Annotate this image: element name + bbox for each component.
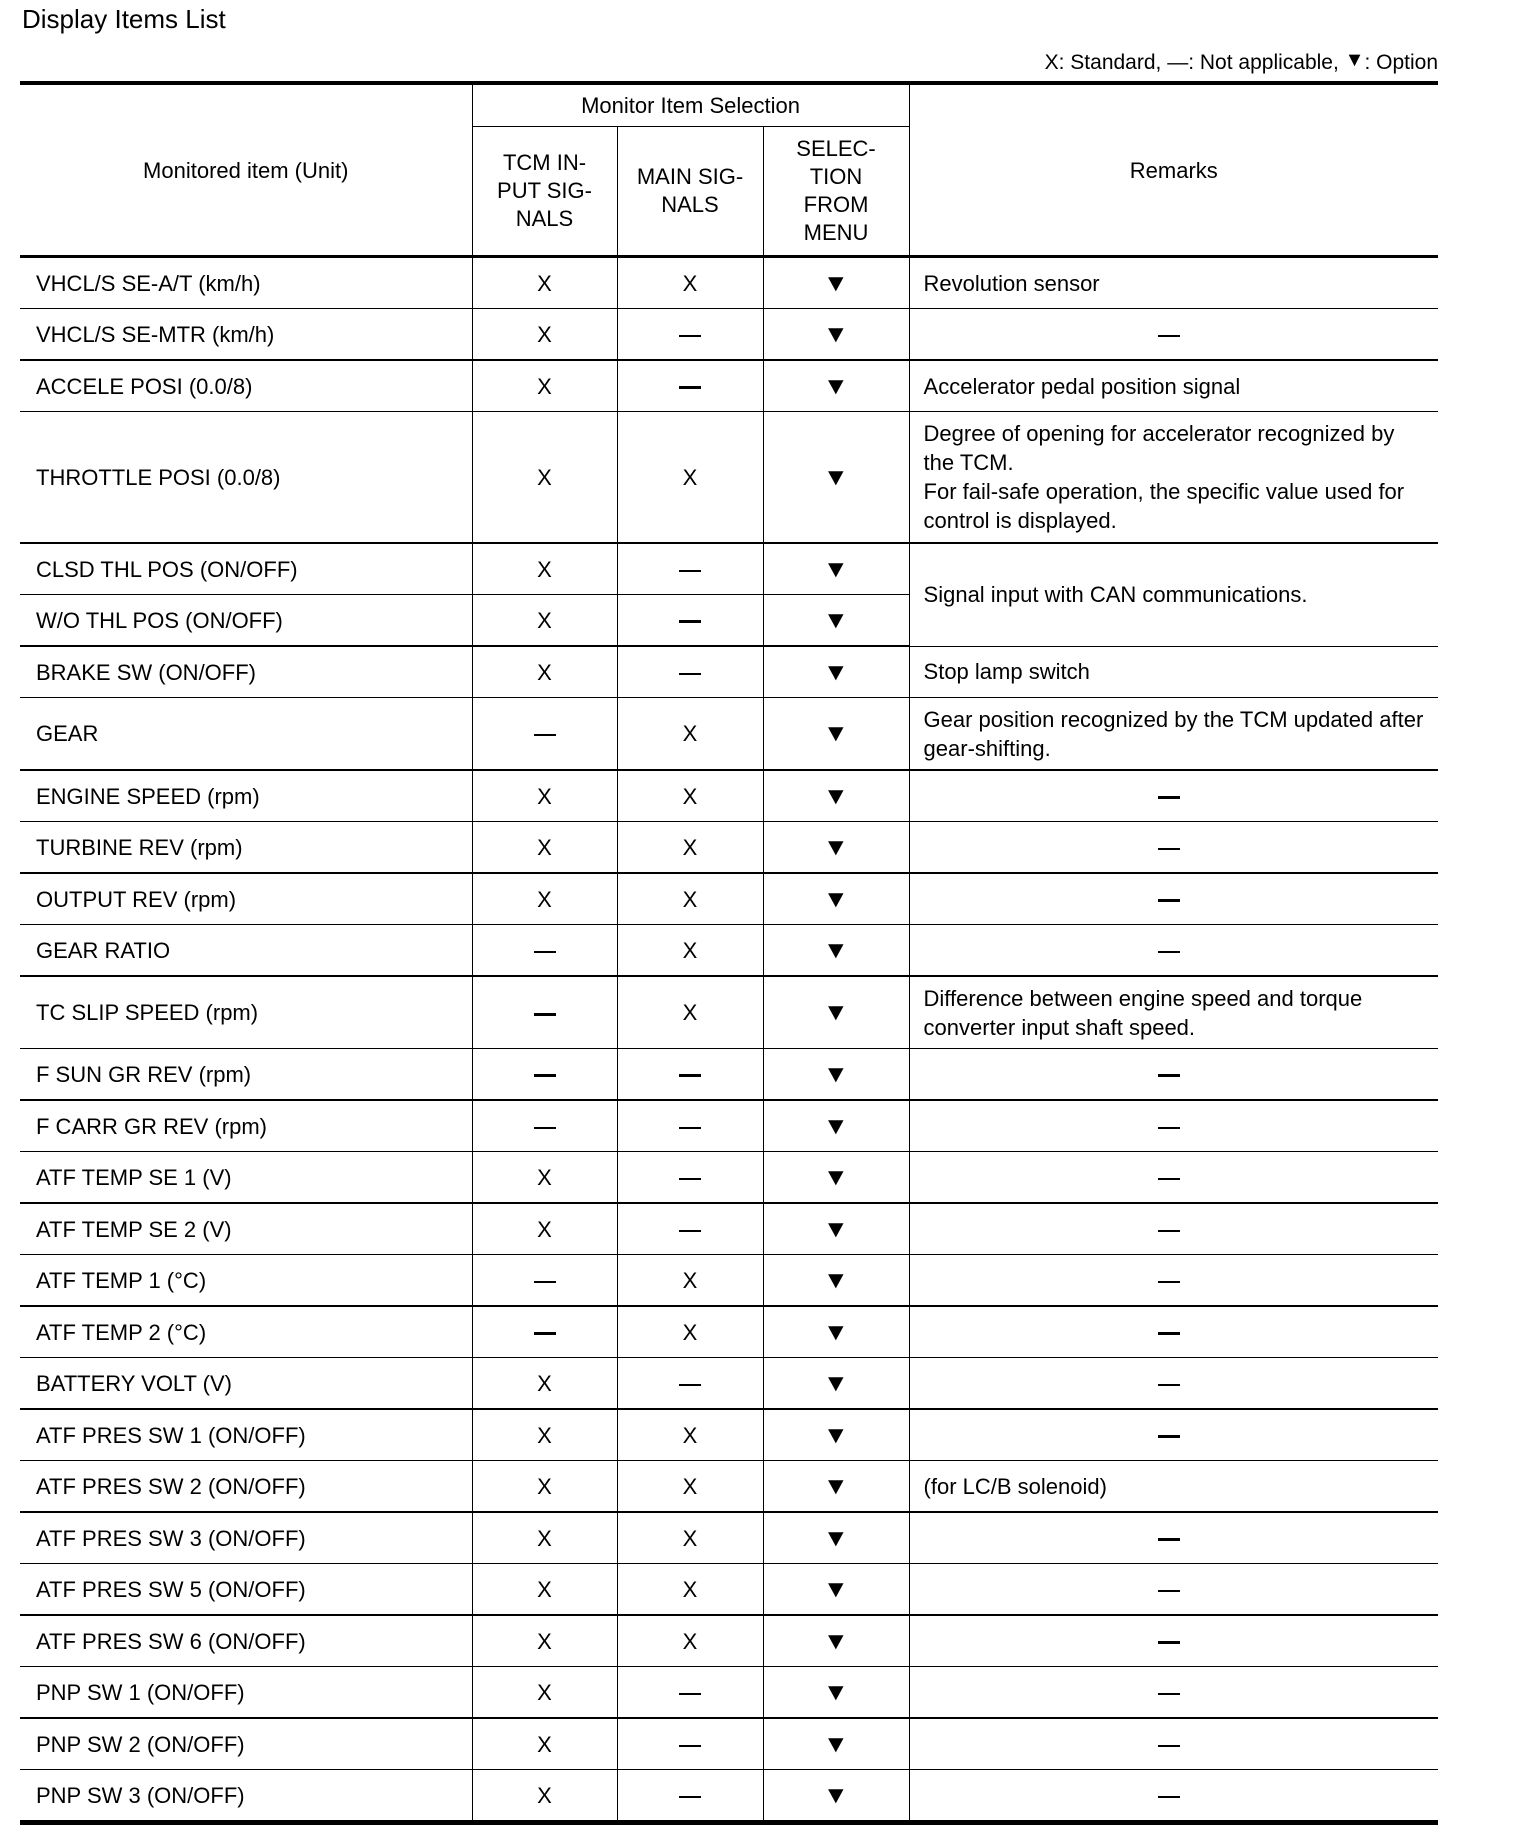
table-body bbox=[20, 257, 1438, 1823]
not-applicable-dash-icon bbox=[534, 1281, 556, 1283]
main-signal-cell bbox=[617, 1770, 763, 1823]
remarks-cell bbox=[909, 1049, 1438, 1101]
selection-from-menu-cell bbox=[763, 595, 909, 647]
selection-from-menu-cell bbox=[763, 1461, 909, 1513]
selection-from-menu-cell bbox=[763, 1255, 909, 1307]
remarks-cell bbox=[909, 1306, 1438, 1358]
monitored-item-name: BRAKE SW (ON/OFF) bbox=[20, 646, 472, 698]
header-main-signals: MAIN SIG- NALS bbox=[617, 127, 763, 257]
tcm-input-signal-cell bbox=[472, 698, 617, 771]
standard-x-mark: X bbox=[537, 1473, 552, 1499]
monitored-item-name: ATF PRES SW 1 (ON/OFF) bbox=[20, 1409, 472, 1461]
not-applicable-dash-icon bbox=[679, 1693, 701, 1695]
option-triangle-icon: ▼ bbox=[822, 1060, 850, 1088]
standard-x-mark: X bbox=[537, 783, 552, 809]
tcm-input-signal-cell bbox=[472, 925, 617, 977]
monitored-item-name: PNP SW 1 (ON/OFF) bbox=[20, 1667, 472, 1719]
tcm-input-signal-cell bbox=[472, 873, 617, 925]
legend-not-applicable: —: Not applicable, bbox=[1167, 51, 1339, 74]
remarks-cell: Accelerator pedal position signal bbox=[909, 360, 1438, 412]
not-applicable-dash-icon bbox=[1158, 1127, 1180, 1129]
monitored-item-name: ATF PRES SW 3 (ON/OFF) bbox=[20, 1512, 472, 1564]
standard-x-mark: X bbox=[537, 1628, 552, 1654]
monitored-item-name: BATTERY VOLT (V) bbox=[20, 1358, 472, 1410]
not-applicable-dash-icon bbox=[534, 1332, 556, 1335]
standard-x-mark: X bbox=[682, 1473, 698, 1499]
monitored-item-name: F CARR GR REV (rpm) bbox=[20, 1100, 472, 1152]
option-triangle-icon: ▼ bbox=[822, 269, 850, 297]
table-row bbox=[20, 360, 1438, 412]
standard-x-mark: X bbox=[537, 1370, 552, 1396]
monitored-item-name: W/O THL POS (ON/OFF) bbox=[20, 595, 472, 647]
not-applicable-dash-icon bbox=[679, 335, 701, 337]
selection-from-menu-cell bbox=[763, 360, 909, 412]
option-triangle-icon: ▼ bbox=[822, 833, 850, 861]
option-triangle-icon: ▼ bbox=[822, 885, 850, 913]
main-signal-cell bbox=[617, 595, 763, 647]
not-applicable-dash-icon bbox=[1158, 1074, 1180, 1077]
selection-from-menu-cell bbox=[763, 1152, 909, 1204]
tcm-input-signal-cell bbox=[472, 822, 617, 874]
monitored-item-name: ATF PRES SW 5 (ON/OFF) bbox=[20, 1564, 472, 1616]
selection-from-menu-cell bbox=[763, 873, 909, 925]
tcm-input-signal-cell bbox=[472, 976, 617, 1049]
remarks-cell bbox=[909, 1615, 1438, 1667]
remarks-cell bbox=[909, 925, 1438, 977]
not-applicable-dash-icon bbox=[534, 951, 556, 953]
main-signal-cell bbox=[617, 1306, 763, 1358]
main-signal-cell bbox=[617, 1049, 763, 1101]
option-triangle-icon: ▼ bbox=[822, 999, 850, 1026]
tcm-input-signal-cell bbox=[472, 1615, 617, 1667]
option-triangle-icon: ▼ bbox=[822, 720, 850, 747]
remarks-cell: Stop lamp switch bbox=[909, 646, 1438, 698]
option-triangle-icon: ▼ bbox=[822, 1627, 850, 1655]
table-row bbox=[20, 1461, 1438, 1513]
option-triangle-icon: ▼ bbox=[822, 1421, 850, 1449]
header-tcm-input-signals: TCM IN- PUT SIG- NALS bbox=[472, 127, 617, 257]
page-title: Display Items List bbox=[22, 4, 226, 34]
table-row bbox=[20, 925, 1438, 977]
legend-option: : Option bbox=[1364, 51, 1438, 74]
not-applicable-dash-icon bbox=[1158, 335, 1180, 337]
tcm-input-signal-cell bbox=[472, 1255, 617, 1307]
standard-x-mark: X bbox=[537, 321, 552, 347]
selection-from-menu-cell bbox=[763, 543, 909, 595]
table-row bbox=[20, 1358, 1438, 1410]
standard-x-mark: X bbox=[537, 607, 552, 633]
remarks-cell bbox=[909, 1770, 1438, 1823]
header-monitor-item-selection: Monitor Item Selection bbox=[472, 83, 909, 127]
standard-x-mark: X bbox=[537, 464, 552, 490]
table-row bbox=[20, 1152, 1438, 1204]
main-signal-cell bbox=[617, 412, 763, 544]
option-triangle-icon: ▼ bbox=[822, 1678, 850, 1706]
selection-from-menu-cell bbox=[763, 1718, 909, 1770]
main-signal-cell bbox=[617, 1667, 763, 1719]
not-applicable-dash-icon bbox=[534, 1013, 556, 1016]
tcm-input-signal-cell bbox=[472, 1203, 617, 1255]
tcm-input-signal-cell bbox=[472, 1667, 617, 1719]
standard-x-mark: X bbox=[537, 1731, 552, 1757]
table-row bbox=[20, 698, 1438, 771]
main-signal-cell bbox=[617, 360, 763, 412]
standard-x-mark: X bbox=[682, 1422, 698, 1448]
not-applicable-dash-icon bbox=[1158, 1281, 1180, 1283]
remarks-cell bbox=[909, 309, 1438, 361]
tcm-input-signal-cell bbox=[472, 770, 617, 822]
option-triangle-icon: ▼ bbox=[822, 555, 850, 583]
standard-x-mark: X bbox=[682, 1267, 698, 1293]
not-applicable-dash-icon bbox=[1158, 1590, 1180, 1592]
standard-x-mark: X bbox=[537, 1525, 552, 1551]
not-applicable-dash-icon bbox=[679, 570, 701, 572]
standard-x-mark: X bbox=[537, 373, 552, 399]
monitored-item-name: ACCELE POSI (0.0/8) bbox=[20, 360, 472, 412]
option-triangle-icon: ▼ bbox=[822, 936, 850, 964]
main-signal-cell bbox=[617, 1152, 763, 1204]
tcm-input-signal-cell bbox=[472, 1049, 617, 1101]
main-signal-cell bbox=[617, 1409, 763, 1461]
selection-from-menu-cell bbox=[763, 1203, 909, 1255]
selection-from-menu-cell bbox=[763, 770, 909, 822]
monitored-item-name: VHCL/S SE-MTR (km/h) bbox=[20, 309, 472, 361]
remarks-cell bbox=[909, 1358, 1438, 1410]
not-applicable-dash-icon bbox=[1158, 1230, 1180, 1232]
header-selection-from-menu: SELEC- TION FROM MENU bbox=[763, 127, 909, 257]
option-triangle-icon: ▼ bbox=[822, 1266, 850, 1294]
remarks-cell: Revolution sensor bbox=[909, 257, 1438, 309]
standard-x-mark: X bbox=[537, 1164, 552, 1190]
main-signal-cell bbox=[617, 646, 763, 698]
option-triangle-icon: ▼ bbox=[822, 1730, 850, 1758]
main-signal-cell bbox=[617, 976, 763, 1049]
not-applicable-dash-icon bbox=[1158, 1693, 1180, 1695]
tcm-input-signal-cell bbox=[472, 1770, 617, 1823]
main-signal-cell bbox=[617, 1564, 763, 1616]
remarks-cell: (for LC/B solenoid) bbox=[909, 1461, 1438, 1513]
monitored-item-name: PNP SW 3 (ON/OFF) bbox=[20, 1770, 472, 1823]
standard-x-mark: X bbox=[682, 1576, 698, 1602]
option-triangle-icon: ▼ bbox=[822, 1112, 850, 1140]
option-triangle-icon: ▼ bbox=[822, 1472, 850, 1500]
selection-from-menu-cell bbox=[763, 1667, 909, 1719]
monitored-item-name: TURBINE REV (rpm) bbox=[20, 822, 472, 874]
selection-from-menu-cell bbox=[763, 925, 909, 977]
main-signal-cell bbox=[617, 543, 763, 595]
tcm-input-signal-cell bbox=[472, 1564, 617, 1616]
remarks-cell: Signal input with CAN communications. bbox=[909, 543, 1438, 646]
option-triangle-icon: ▼ bbox=[822, 658, 850, 686]
monitored-item-name: OUTPUT REV (rpm) bbox=[20, 873, 472, 925]
not-applicable-dash-icon bbox=[534, 1074, 556, 1077]
table-row bbox=[20, 1306, 1438, 1358]
table-row bbox=[20, 1718, 1438, 1770]
not-applicable-dash-icon bbox=[1158, 1745, 1180, 1747]
standard-x-mark: X bbox=[537, 270, 552, 296]
main-signal-cell bbox=[617, 1461, 763, 1513]
standard-x-mark: X bbox=[682, 937, 698, 963]
standard-x-mark: X bbox=[537, 1216, 552, 1242]
not-applicable-dash-icon bbox=[1158, 1435, 1180, 1438]
not-applicable-dash-icon bbox=[679, 1745, 701, 1747]
symbol-legend bbox=[1045, 50, 1438, 76]
tcm-input-signal-cell bbox=[472, 257, 617, 309]
monitored-item-name: ATF TEMP SE 1 (V) bbox=[20, 1152, 472, 1204]
remarks-cell bbox=[909, 1564, 1438, 1616]
main-signal-cell bbox=[617, 1255, 763, 1307]
option-triangle-icon: ▼ bbox=[1344, 49, 1365, 71]
monitored-item-name: ENGINE SPEED (rpm) bbox=[20, 770, 472, 822]
display-items-table bbox=[20, 81, 1438, 1825]
tcm-input-signal-cell bbox=[472, 1358, 617, 1410]
option-triangle-icon: ▼ bbox=[822, 1781, 850, 1809]
table-row bbox=[20, 412, 1438, 544]
table-row bbox=[20, 1100, 1438, 1152]
not-applicable-dash-icon bbox=[679, 1127, 701, 1129]
not-applicable-dash-icon bbox=[1158, 848, 1180, 850]
table-row bbox=[20, 543, 1438, 595]
table-row bbox=[20, 1512, 1438, 1564]
tcm-input-signal-cell bbox=[472, 360, 617, 412]
remarks-cell bbox=[909, 822, 1438, 874]
tcm-input-signal-cell bbox=[472, 543, 617, 595]
not-applicable-dash-icon bbox=[1158, 1178, 1180, 1180]
table-row bbox=[20, 1667, 1438, 1719]
table-row bbox=[20, 1255, 1438, 1307]
tcm-input-signal-cell bbox=[472, 412, 617, 544]
option-triangle-icon: ▼ bbox=[822, 606, 850, 634]
option-triangle-icon: ▼ bbox=[822, 320, 850, 348]
selection-from-menu-cell bbox=[763, 257, 909, 309]
not-applicable-dash-icon bbox=[1158, 1796, 1180, 1798]
tcm-input-signal-cell bbox=[472, 1152, 617, 1204]
tcm-input-signal-cell bbox=[472, 1100, 617, 1152]
not-applicable-dash-icon bbox=[1158, 1384, 1180, 1386]
standard-x-mark: X bbox=[682, 783, 698, 809]
remarks-cell bbox=[909, 1203, 1438, 1255]
tcm-input-signal-cell bbox=[472, 595, 617, 647]
table-row bbox=[20, 873, 1438, 925]
not-applicable-dash-icon bbox=[1158, 796, 1180, 799]
remarks-cell: Difference between engine speed and torque converter input shaft speed. bbox=[909, 976, 1438, 1049]
tcm-input-signal-cell bbox=[472, 1718, 617, 1770]
main-signal-cell bbox=[617, 1100, 763, 1152]
monitored-item-name: PNP SW 2 (ON/OFF) bbox=[20, 1718, 472, 1770]
tcm-input-signal-cell bbox=[472, 1512, 617, 1564]
monitored-item-name: GEAR RATIO bbox=[20, 925, 472, 977]
main-signal-cell bbox=[617, 770, 763, 822]
monitored-item-name: THROTTLE POSI (0.0/8) bbox=[20, 412, 472, 544]
not-applicable-dash-icon bbox=[679, 1178, 701, 1180]
monitored-item-name: GEAR bbox=[20, 698, 472, 771]
main-signal-cell bbox=[617, 1512, 763, 1564]
not-applicable-dash-icon bbox=[1158, 1332, 1180, 1335]
remarks-cell: Gear position recognized by the TCM updated after gear-shifting. bbox=[909, 698, 1438, 771]
standard-x-mark: X bbox=[537, 1422, 552, 1448]
standard-x-mark: X bbox=[537, 834, 552, 860]
tcm-input-signal-cell bbox=[472, 646, 617, 698]
option-triangle-icon: ▼ bbox=[822, 1369, 850, 1397]
not-applicable-dash-icon bbox=[1158, 1641, 1180, 1644]
selection-from-menu-cell bbox=[763, 1358, 909, 1410]
table-row bbox=[20, 1049, 1438, 1101]
selection-from-menu-cell bbox=[763, 1770, 909, 1823]
main-signal-cell bbox=[617, 822, 763, 874]
not-applicable-dash-icon bbox=[534, 1127, 556, 1129]
not-applicable-dash-icon bbox=[679, 386, 701, 389]
not-applicable-dash-icon bbox=[679, 673, 701, 675]
remarks-cell bbox=[909, 1667, 1438, 1719]
main-signal-cell bbox=[617, 257, 763, 309]
not-applicable-dash-icon bbox=[1158, 951, 1180, 953]
remarks-cell: Degree of opening for accelerator recognized by the TCM. For fail-safe operation, the specific value used for control is displayed. bbox=[909, 412, 1438, 544]
option-triangle-icon: ▼ bbox=[822, 1575, 850, 1603]
standard-x-mark: X bbox=[682, 721, 698, 746]
standard-x-mark: X bbox=[682, 464, 698, 490]
selection-from-menu-cell bbox=[763, 698, 909, 771]
standard-x-mark: X bbox=[537, 1679, 552, 1705]
selection-from-menu-cell bbox=[763, 976, 909, 1049]
monitored-item-name: VHCL/S SE-A/T (km/h) bbox=[20, 257, 472, 309]
monitored-item-name: ATF PRES SW 6 (ON/OFF) bbox=[20, 1615, 472, 1667]
monitored-item-name: F SUN GR REV (rpm) bbox=[20, 1049, 472, 1101]
monitored-item-name: TC SLIP SPEED (rpm) bbox=[20, 976, 472, 1049]
remarks-cell bbox=[909, 770, 1438, 822]
remarks-cell bbox=[909, 1152, 1438, 1204]
not-applicable-dash-icon bbox=[679, 1796, 701, 1798]
selection-from-menu-cell bbox=[763, 1049, 909, 1101]
not-applicable-dash-icon bbox=[1158, 1538, 1180, 1541]
standard-x-mark: X bbox=[537, 1576, 552, 1602]
standard-x-mark: X bbox=[682, 1628, 698, 1654]
table-row bbox=[20, 1615, 1438, 1667]
table-row bbox=[20, 1409, 1438, 1461]
option-triangle-icon: ▼ bbox=[822, 1524, 850, 1552]
remarks-cell bbox=[909, 873, 1438, 925]
standard-x-mark: X bbox=[682, 1319, 698, 1345]
main-signal-cell bbox=[617, 1358, 763, 1410]
option-triangle-icon: ▼ bbox=[822, 1215, 850, 1243]
selection-from-menu-cell bbox=[763, 1100, 909, 1152]
not-applicable-dash-icon bbox=[534, 734, 556, 736]
table-row bbox=[20, 1203, 1438, 1255]
remarks-cell bbox=[909, 1409, 1438, 1461]
not-applicable-dash-icon bbox=[679, 1074, 701, 1077]
standard-x-mark: X bbox=[682, 270, 698, 296]
main-signal-cell bbox=[617, 698, 763, 771]
standard-x-mark: X bbox=[537, 1782, 552, 1808]
standard-x-mark: X bbox=[682, 886, 698, 912]
monitored-item-name: ATF TEMP SE 2 (V) bbox=[20, 1203, 472, 1255]
tcm-input-signal-cell bbox=[472, 309, 617, 361]
selection-from-menu-cell bbox=[763, 646, 909, 698]
table-row bbox=[20, 822, 1438, 874]
main-signal-cell bbox=[617, 1203, 763, 1255]
standard-x-mark: X bbox=[537, 659, 552, 685]
main-signal-cell bbox=[617, 1615, 763, 1667]
table-row bbox=[20, 309, 1438, 361]
remarks-cell bbox=[909, 1718, 1438, 1770]
standard-x-mark: X bbox=[682, 834, 698, 860]
main-signal-cell bbox=[617, 873, 763, 925]
standard-x-mark: X bbox=[682, 1525, 698, 1551]
option-triangle-icon: ▼ bbox=[822, 1318, 850, 1346]
option-triangle-icon: ▼ bbox=[822, 372, 850, 400]
remarks-cell bbox=[909, 1512, 1438, 1564]
not-applicable-dash-icon bbox=[1158, 899, 1180, 902]
selection-from-menu-cell bbox=[763, 1409, 909, 1461]
table-row bbox=[20, 1564, 1438, 1616]
option-triangle-icon: ▼ bbox=[822, 782, 850, 810]
selection-from-menu-cell bbox=[763, 1306, 909, 1358]
option-triangle-icon: ▼ bbox=[822, 1163, 850, 1191]
main-signal-cell bbox=[617, 309, 763, 361]
standard-x-mark: X bbox=[537, 886, 552, 912]
monitored-item-name: CLSD THL POS (ON/OFF) bbox=[20, 543, 472, 595]
table-row bbox=[20, 976, 1438, 1049]
header-remarks: Remarks bbox=[909, 83, 1438, 257]
selection-from-menu-cell bbox=[763, 309, 909, 361]
main-signal-cell bbox=[617, 1718, 763, 1770]
main-signal-cell bbox=[617, 925, 763, 977]
selection-from-menu-cell bbox=[763, 1615, 909, 1667]
table-row bbox=[20, 646, 1438, 698]
not-applicable-dash-icon bbox=[679, 620, 701, 623]
monitored-item-name: ATF TEMP 2 (°C) bbox=[20, 1306, 472, 1358]
remarks-cell bbox=[909, 1100, 1438, 1152]
table-row bbox=[20, 1770, 1438, 1823]
not-applicable-dash-icon bbox=[679, 1230, 701, 1232]
not-applicable-dash-icon bbox=[679, 1384, 701, 1386]
header-monitored-item: Monitored item (Unit) bbox=[20, 83, 472, 257]
legend-standard: X: Standard, bbox=[1044, 51, 1162, 74]
table-row bbox=[20, 770, 1438, 822]
tcm-input-signal-cell bbox=[472, 1409, 617, 1461]
standard-x-mark: X bbox=[537, 556, 552, 582]
table-row bbox=[20, 257, 1438, 309]
selection-from-menu-cell bbox=[763, 1512, 909, 1564]
monitored-item-name: ATF PRES SW 2 (ON/OFF) bbox=[20, 1461, 472, 1513]
standard-x-mark: X bbox=[682, 1000, 698, 1025]
monitored-item-name: ATF TEMP 1 (°C) bbox=[20, 1255, 472, 1307]
selection-from-menu-cell bbox=[763, 1564, 909, 1616]
tcm-input-signal-cell bbox=[472, 1461, 617, 1513]
remarks-cell bbox=[909, 1255, 1438, 1307]
tcm-input-signal-cell bbox=[472, 1306, 617, 1358]
selection-from-menu-cell bbox=[763, 822, 909, 874]
option-triangle-icon: ▼ bbox=[822, 463, 850, 491]
selection-from-menu-cell bbox=[763, 412, 909, 544]
